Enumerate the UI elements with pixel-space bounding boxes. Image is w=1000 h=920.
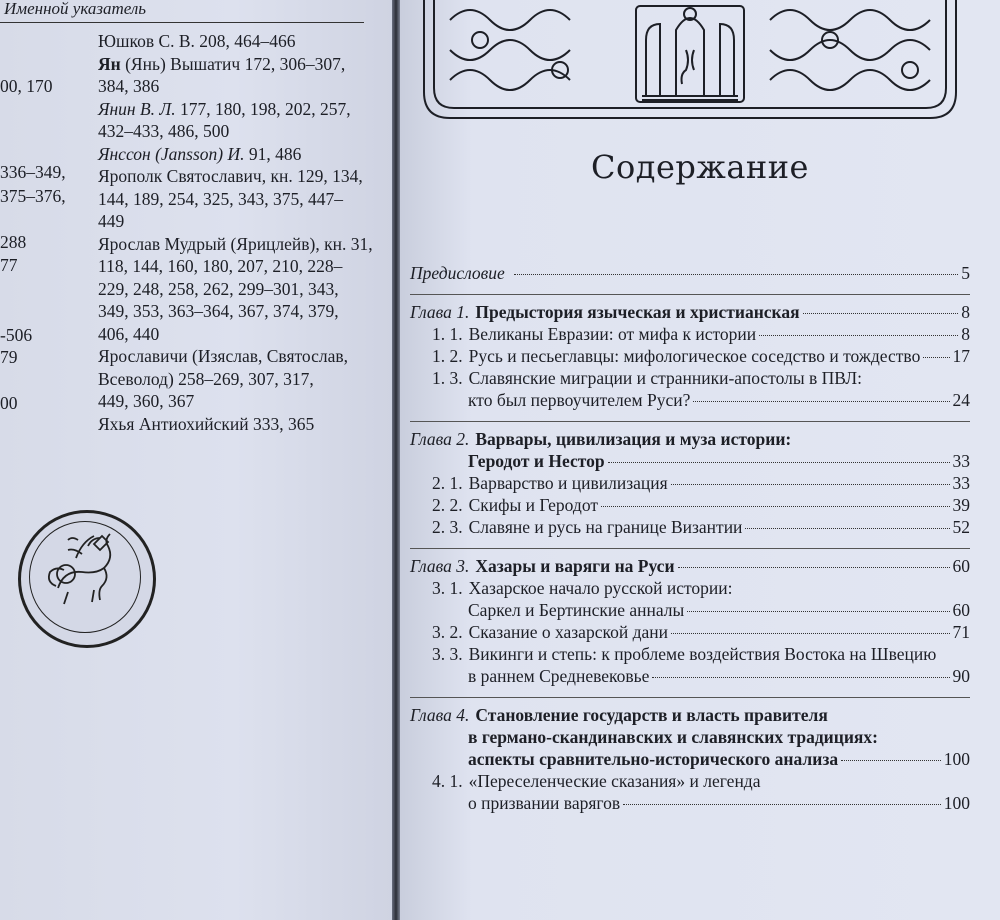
toc-row-section[interactable] bbox=[410, 494, 970, 516]
chapter-divider bbox=[410, 548, 970, 549]
dot-leader bbox=[608, 462, 950, 463]
index-entry-head: Ян bbox=[98, 53, 121, 74]
entry-label bbox=[468, 748, 838, 770]
entry-label bbox=[468, 665, 649, 687]
toc-title: Содержание bbox=[591, 148, 809, 186]
index-entry-line: 449, 360, 367 bbox=[98, 391, 195, 411]
index-entry bbox=[98, 53, 388, 98]
toc-row-section[interactable] bbox=[410, 389, 970, 411]
index-entry-line: 349, 353, 363–364, 367, 374, 379, bbox=[98, 301, 339, 321]
section-title: Русь и песьеглавцы: мифологическое соседство и тождество bbox=[468, 346, 921, 366]
dot-leader bbox=[652, 677, 949, 678]
chapter-label: Глава 1. bbox=[410, 302, 470, 322]
section-title: в раннем Средневековье bbox=[468, 666, 650, 686]
chapter-title: Варвары, цивилизация и муза истории: bbox=[475, 429, 792, 449]
chapter-title-line bbox=[410, 428, 970, 450]
section-number: 3. 3. bbox=[432, 644, 463, 664]
section-number: 3. 2. bbox=[432, 622, 463, 642]
index-entry-line: 432–433, 486, 500 bbox=[98, 121, 230, 141]
toc-row-section[interactable] bbox=[410, 792, 970, 814]
dot-leader bbox=[759, 335, 958, 336]
index-entry-line: Юшков С. В. 208, 464–466 bbox=[98, 31, 296, 51]
chapter-divider bbox=[410, 421, 970, 422]
chapter-title: Становление государств и власть правителя bbox=[475, 705, 828, 725]
dot-leader bbox=[678, 567, 950, 568]
index-entry-head: Янссон (Jansson) И. bbox=[98, 143, 245, 164]
chapter-block bbox=[410, 421, 970, 538]
index-fragment: 375–376, bbox=[0, 186, 66, 206]
toc-row-section[interactable] bbox=[410, 323, 970, 345]
toc-row-chapter[interactable] bbox=[410, 555, 970, 577]
chapter-title: Хазары и варяги на Руси bbox=[475, 556, 675, 576]
right-page bbox=[400, 0, 1000, 920]
index-fragment: 288 bbox=[0, 232, 27, 252]
section-number: 2. 2. bbox=[432, 495, 463, 515]
chapter-title: Геродот и Нестор bbox=[468, 451, 605, 471]
chapter-title-line bbox=[410, 726, 970, 748]
table-of-contents bbox=[410, 262, 970, 814]
section-title-line bbox=[410, 367, 970, 389]
dot-leader bbox=[671, 633, 950, 634]
entry-label bbox=[432, 516, 742, 538]
dot-leader bbox=[841, 760, 941, 761]
page-number: 71 bbox=[952, 622, 970, 642]
dot-leader bbox=[671, 484, 950, 485]
dot-leader bbox=[623, 804, 941, 805]
index-entry-line: Ян (Янь) Вышатич 172, 306–307, bbox=[98, 53, 346, 74]
page-number: 17 bbox=[952, 346, 970, 366]
index-fragment: 336–349, bbox=[0, 162, 66, 182]
index-entry bbox=[98, 233, 388, 346]
toc-row-section[interactable] bbox=[410, 345, 970, 367]
section-title: Саркел и Бертинские анналы bbox=[468, 600, 685, 620]
chapter-block bbox=[410, 294, 970, 411]
index-entry bbox=[98, 98, 388, 143]
index-entry bbox=[98, 413, 388, 436]
page-number: 8 bbox=[961, 302, 970, 322]
section-number: 1. 3. bbox=[432, 368, 463, 388]
section-number: 3. 1. bbox=[432, 578, 463, 598]
page-number: 33 bbox=[952, 451, 970, 471]
section-title: Великаны Евразии: от мифа к истории bbox=[468, 324, 757, 344]
toc-row-chapter[interactable] bbox=[410, 748, 970, 770]
left-page bbox=[0, 0, 392, 920]
section-title: Скифы и Геродот bbox=[468, 495, 598, 515]
section-title: кто был первоучителем Руси? bbox=[468, 390, 691, 410]
section-title: Славянские миграции и странники-апостолы в ПВЛ: bbox=[468, 368, 862, 388]
index-entry-line: Янссон (Jansson) И. 91, 486 bbox=[98, 143, 302, 164]
section-title: о призвании варягов bbox=[468, 793, 621, 813]
index-entry-line: 449 bbox=[98, 211, 125, 231]
entry-label bbox=[432, 494, 598, 516]
entry-label bbox=[410, 301, 800, 323]
entry-label bbox=[432, 621, 668, 643]
page-number: 100 bbox=[943, 749, 970, 769]
page-number: 60 bbox=[952, 600, 970, 620]
toc-row-chapter[interactable] bbox=[410, 450, 970, 472]
index-entry-line: 229, 248, 258, 262, 299–301, 343, bbox=[98, 278, 339, 299]
dot-leader bbox=[803, 313, 959, 314]
index-entry-line: Яхья Антиохийский 333, 365 bbox=[98, 413, 315, 434]
index-fragment: 79 bbox=[0, 347, 18, 367]
section-title-line bbox=[410, 770, 970, 792]
index-entry-line: Всеволод) 258–269, 307, 317, bbox=[98, 368, 314, 389]
dot-leader bbox=[745, 528, 949, 529]
page-number: 33 bbox=[952, 473, 970, 493]
section-number: 1. 2. bbox=[432, 346, 463, 366]
index-entry-head: Янин В. Л. bbox=[98, 98, 176, 119]
section-number: 2. 1. bbox=[432, 473, 463, 493]
page-number: 24 bbox=[952, 390, 970, 410]
index-entry-line: 118, 144, 160, 180, 207, 210, 228– bbox=[98, 256, 343, 276]
entry-label bbox=[410, 555, 675, 577]
entry-label bbox=[468, 599, 684, 621]
page-number: 8 bbox=[961, 324, 970, 344]
section-title: Варварство и цивилизация bbox=[468, 473, 668, 493]
toc-row-section[interactable] bbox=[410, 472, 970, 494]
toc-row-preface[interactable] bbox=[410, 262, 970, 284]
running-head: Именной указатель bbox=[0, 0, 364, 23]
lion-medallion-vignette bbox=[18, 510, 156, 648]
dot-leader bbox=[514, 274, 958, 275]
chapter-title-line bbox=[410, 704, 970, 726]
entry-label bbox=[468, 389, 690, 411]
index-entry bbox=[98, 30, 388, 53]
preface-label: Предисловие bbox=[410, 263, 505, 283]
index-entry-line: Ярополк Святославич, кн. 129, 134, bbox=[98, 166, 363, 186]
section-number: 4. 1. bbox=[432, 771, 463, 791]
entry-label bbox=[468, 450, 605, 472]
page-number: 60 bbox=[952, 556, 970, 576]
page-number: 90 bbox=[952, 666, 970, 686]
index-entry-line: Ярослав Мудрый (Ярицлейв), кн. 31, bbox=[98, 233, 373, 254]
entry-label bbox=[432, 323, 756, 345]
section-title: «Переселенческие сказания» и легенда bbox=[468, 771, 761, 791]
chapter-title: в германо-скандинавских и славянских традициях: bbox=[468, 727, 878, 747]
chapter-label: Глава 4. bbox=[410, 705, 470, 725]
section-title: Славяне и русь на границе Византии bbox=[468, 517, 743, 537]
toc-row-section[interactable] bbox=[410, 665, 970, 687]
entry-label bbox=[468, 792, 620, 814]
page-number: 100 bbox=[943, 793, 970, 813]
toc-row-section[interactable] bbox=[410, 516, 970, 538]
index-fragment: 00, 170 bbox=[0, 76, 53, 96]
chapter-divider bbox=[410, 294, 970, 295]
index-fragment: 00 bbox=[0, 393, 18, 413]
dot-leader bbox=[693, 401, 949, 402]
index-entry bbox=[98, 143, 388, 166]
page-number: 39 bbox=[952, 495, 970, 515]
index-fragment: -506 bbox=[0, 325, 33, 345]
chapter-label: Глава 2. bbox=[410, 429, 470, 449]
index-entry bbox=[98, 165, 388, 233]
entry-label bbox=[432, 345, 920, 367]
entry-label bbox=[432, 472, 668, 494]
name-index bbox=[98, 30, 388, 435]
index-entry-line: Ярославичи (Изяслав, Святослав, bbox=[98, 346, 349, 366]
section-title: Сказание о хазарской дани bbox=[468, 622, 668, 642]
ornamental-headpiece bbox=[410, 0, 970, 122]
section-title: Викинги и степь: к проблеме воздействия Востока на Швецию bbox=[468, 644, 937, 664]
chapter-title: Предыстория языческая и христианская bbox=[475, 302, 800, 322]
toc-row-section[interactable] bbox=[410, 621, 970, 643]
dot-leader bbox=[687, 611, 949, 612]
chapter-title: аспекты сравнительно-исторического анализа bbox=[468, 749, 839, 769]
chapter-block bbox=[410, 697, 970, 814]
index-entry-line: 144, 189, 254, 325, 343, 375, 447– bbox=[98, 188, 343, 209]
section-number: 2. 3. bbox=[432, 517, 463, 537]
dot-leader bbox=[923, 357, 949, 358]
chapter-block bbox=[410, 548, 970, 687]
toc-row-section[interactable] bbox=[410, 599, 970, 621]
index-entry-line: Янин В. Л. 177, 180, 198, 202, 257, bbox=[98, 98, 351, 119]
index-entry bbox=[98, 345, 388, 413]
chapter-divider bbox=[410, 697, 970, 698]
dot-leader bbox=[601, 506, 950, 507]
page-number: 5 bbox=[961, 263, 970, 283]
section-number: 1. 1. bbox=[432, 324, 463, 344]
chapter-label: Глава 3. bbox=[410, 556, 470, 576]
book-gutter bbox=[392, 0, 400, 920]
section-title: Хазарское начало русской истории: bbox=[468, 578, 733, 598]
index-fragment: 77 bbox=[0, 255, 18, 275]
index-entry-line: 406, 440 bbox=[98, 323, 160, 344]
index-entry-line: 384, 386 bbox=[98, 76, 160, 96]
section-title-line bbox=[410, 643, 970, 665]
chapter-list bbox=[410, 294, 970, 814]
toc-row-chapter[interactable] bbox=[410, 301, 970, 323]
section-title-line bbox=[410, 577, 970, 599]
page-number: 52 bbox=[952, 517, 970, 537]
